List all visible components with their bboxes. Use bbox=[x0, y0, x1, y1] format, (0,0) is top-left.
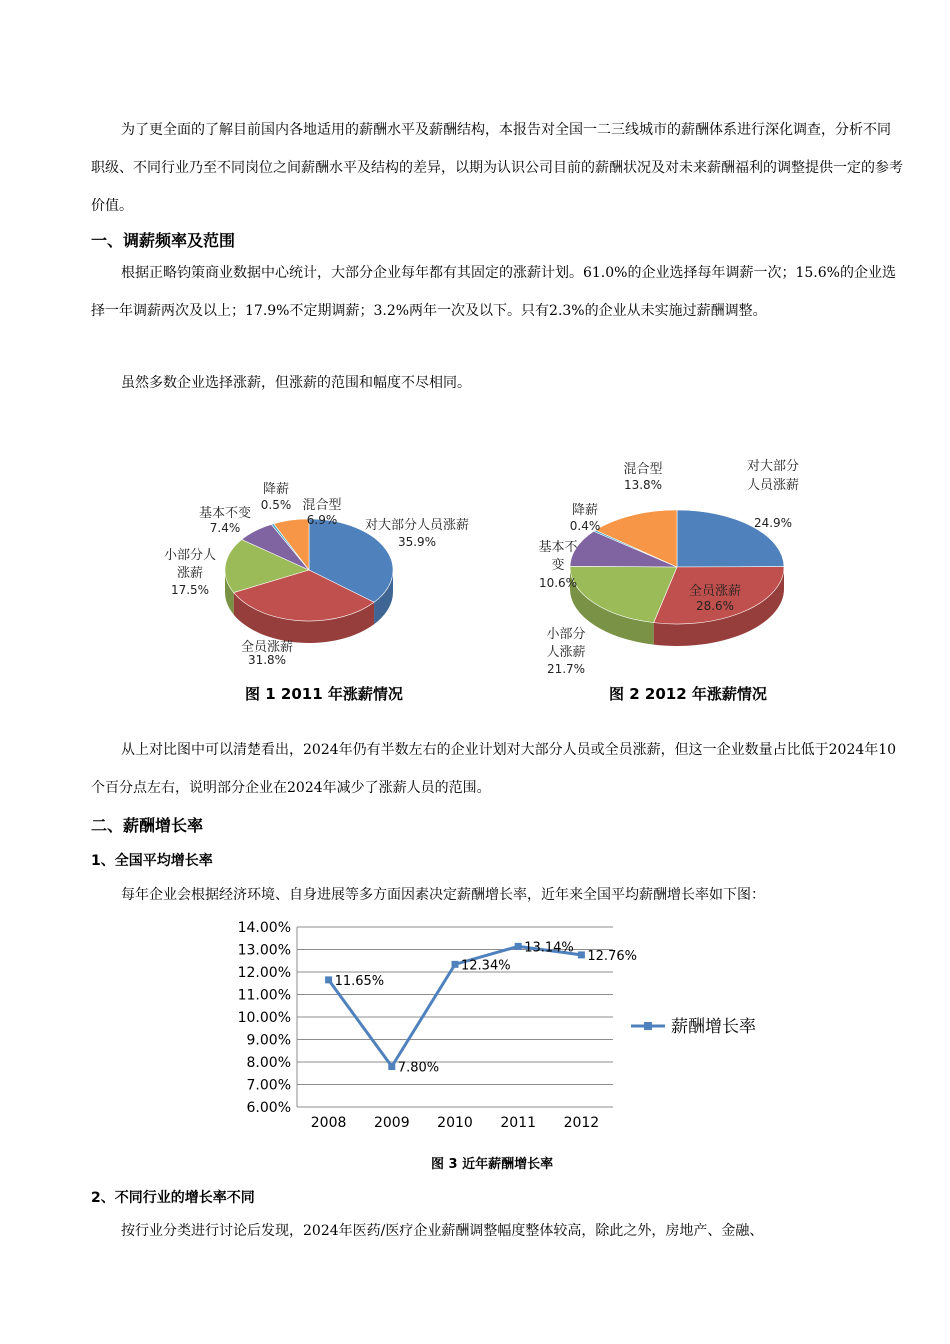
pie2-value-majority: 24.9% bbox=[753, 516, 793, 530]
y-tick-label: 14.00% bbox=[237, 920, 291, 936]
section1-title: 一、调薪频率及范围 bbox=[91, 231, 236, 250]
pie1-label-unchanged: 基本不变 bbox=[198, 506, 252, 521]
data-label: 11.65% bbox=[334, 973, 385, 989]
data-point bbox=[578, 951, 585, 958]
section2-paragraph2 bbox=[91, 1212, 903, 1250]
y-tick-label: 9.00% bbox=[246, 1032, 291, 1049]
data-point bbox=[388, 1063, 395, 1070]
section1-para2-text: 虽然多数企业选择涨薪，但涨薪的范围和幅度不尽相同。 bbox=[121, 375, 471, 391]
pie1-label-all: 全员涨薪 bbox=[240, 640, 294, 655]
pie1-value-minority: 17.5% bbox=[170, 583, 210, 597]
data-label: 13.14% bbox=[524, 940, 574, 956]
legend-marker bbox=[644, 1022, 652, 1030]
data-label: 12.76% bbox=[587, 948, 637, 964]
data-label: 12.34% bbox=[461, 958, 511, 974]
x-tick-label: 2009 bbox=[373, 1115, 410, 1131]
intro-text: 为了更全面的了解目前国内各地适用的薪酬水平及薪酬结构，本报告对全国一二三线城市的薪酬体系进行深化调查，分析不同职级、不同行业乃至不同岗位之间薪酬水平及结构的差异，以期为认识公司目前的薪酬状况及对未来薪酬福利的调整提供一定的参考价值。 bbox=[91, 122, 903, 214]
pie1-value-cut: 0.5% bbox=[260, 498, 292, 512]
data-point bbox=[325, 976, 332, 983]
pie-chart-2012 bbox=[525, 455, 825, 680]
line-chart-salary-growth bbox=[225, 915, 795, 1140]
pie2-label-majority: 对大部分人员涨薪 bbox=[746, 459, 800, 493]
pie2-value-unchanged: 10.6% bbox=[538, 576, 578, 590]
y-tick-label: 13.00% bbox=[237, 942, 291, 959]
y-tick-label: 10.00% bbox=[237, 1010, 291, 1026]
data-point bbox=[452, 961, 459, 968]
pie2-value-mixed: 13.8% bbox=[623, 478, 663, 492]
pie2-label-minority: 小部分人涨薪 bbox=[546, 627, 586, 660]
pie1-label-cut: 降薪 bbox=[262, 482, 290, 497]
pie1-value-all: 31.8% bbox=[247, 653, 287, 667]
pie-chart-2011 bbox=[150, 455, 470, 675]
y-tick-label: 11.00% bbox=[237, 987, 291, 1004]
intro-paragraph bbox=[91, 111, 903, 225]
figure3-caption: 图 3 近年薪酬增长率 bbox=[431, 1157, 554, 1172]
section2-title: 二、薪酬增长率 bbox=[91, 816, 204, 835]
section2-para1-text: 每年企业会根据经济环境、自身进展等多方面因素决定薪酬增长率，近年来全国平均薪酬增长率如下图： bbox=[121, 887, 765, 903]
section2-subtitle2: 2、不同行业的增长率不同 bbox=[91, 1190, 255, 1206]
section1-paragraph1 bbox=[91, 254, 903, 330]
section1-para1-text: 根据正略钧策商业数据中心统计，大部分企业每年都有其固定的涨薪计划。61.0%的企业选择每年调薪一次；15.6%的企业选择一年调薪两次及以上；17.9%不定期调薪；3.2%两年一次及以下。只有2.3%的企业从未实施过薪酬调整。 bbox=[91, 265, 896, 319]
pie1-value-majority: 35.9% bbox=[397, 535, 437, 549]
pie1-value-unchanged: 7.4% bbox=[209, 521, 241, 535]
y-tick-label: 6.00% bbox=[246, 1100, 291, 1116]
data-point bbox=[515, 943, 522, 950]
pie1-label-minority: 小部分人涨薪 bbox=[163, 548, 217, 581]
pie2-label-all: 全员涨薪 bbox=[688, 584, 742, 599]
x-tick-label: 2011 bbox=[500, 1115, 537, 1131]
x-tick-label: 2012 bbox=[563, 1115, 600, 1131]
x-tick-label: 2010 bbox=[437, 1115, 473, 1131]
y-tick-label: 12.00% bbox=[237, 965, 291, 981]
x-tick-label: 2008 bbox=[310, 1115, 347, 1131]
y-tick-label: 8.00% bbox=[246, 1055, 291, 1071]
analysis-paragraph bbox=[91, 731, 903, 807]
legend-label: 薪酬增长率 bbox=[671, 1017, 756, 1037]
section1-paragraph2 bbox=[91, 364, 903, 402]
section2-paragraph1 bbox=[91, 876, 903, 914]
pie2-label-mixed: 混合型 bbox=[623, 462, 663, 477]
section2-para2-text: 按行业分类进行讨论后发现，2024年医药/医疗企业薪酬调整幅度整体较高，除此之外，房地产、金融、 bbox=[121, 1223, 764, 1239]
pie2-value-all: 28.6% bbox=[695, 599, 735, 613]
y-tick-label: 7.00% bbox=[246, 1077, 291, 1094]
pie1-value-mixed: 6.9% bbox=[306, 513, 338, 527]
figure1-caption: 图 1 2011 年涨薪情况 bbox=[245, 685, 403, 703]
figure2-caption: 图 2 2012 年涨薪情况 bbox=[609, 685, 767, 703]
pie2-value-minority: 21.7% bbox=[546, 662, 586, 676]
pie2-label-unchanged: 基本不变 bbox=[538, 540, 578, 573]
data-label: 7.80% bbox=[397, 1060, 440, 1076]
pie1-label-mixed: 混合型 bbox=[302, 498, 342, 513]
section2-subtitle1: 1、全国平均增长率 bbox=[91, 853, 213, 869]
pie1-label-majority: 对大部分人员涨薪 bbox=[364, 518, 470, 533]
pie2-label-cut: 降薪 bbox=[571, 503, 599, 518]
pie2-value-cut: 0.4% bbox=[569, 519, 601, 533]
analysis-text: 从上对比图中可以清楚看出，2024年仍有半数左右的企业计划对大部分人员或全员涨薪，但这一企业数量占比低于2024年10个百分点左右，说明部分企业在2024年减少了涨薪人员的范围。 bbox=[91, 742, 897, 796]
